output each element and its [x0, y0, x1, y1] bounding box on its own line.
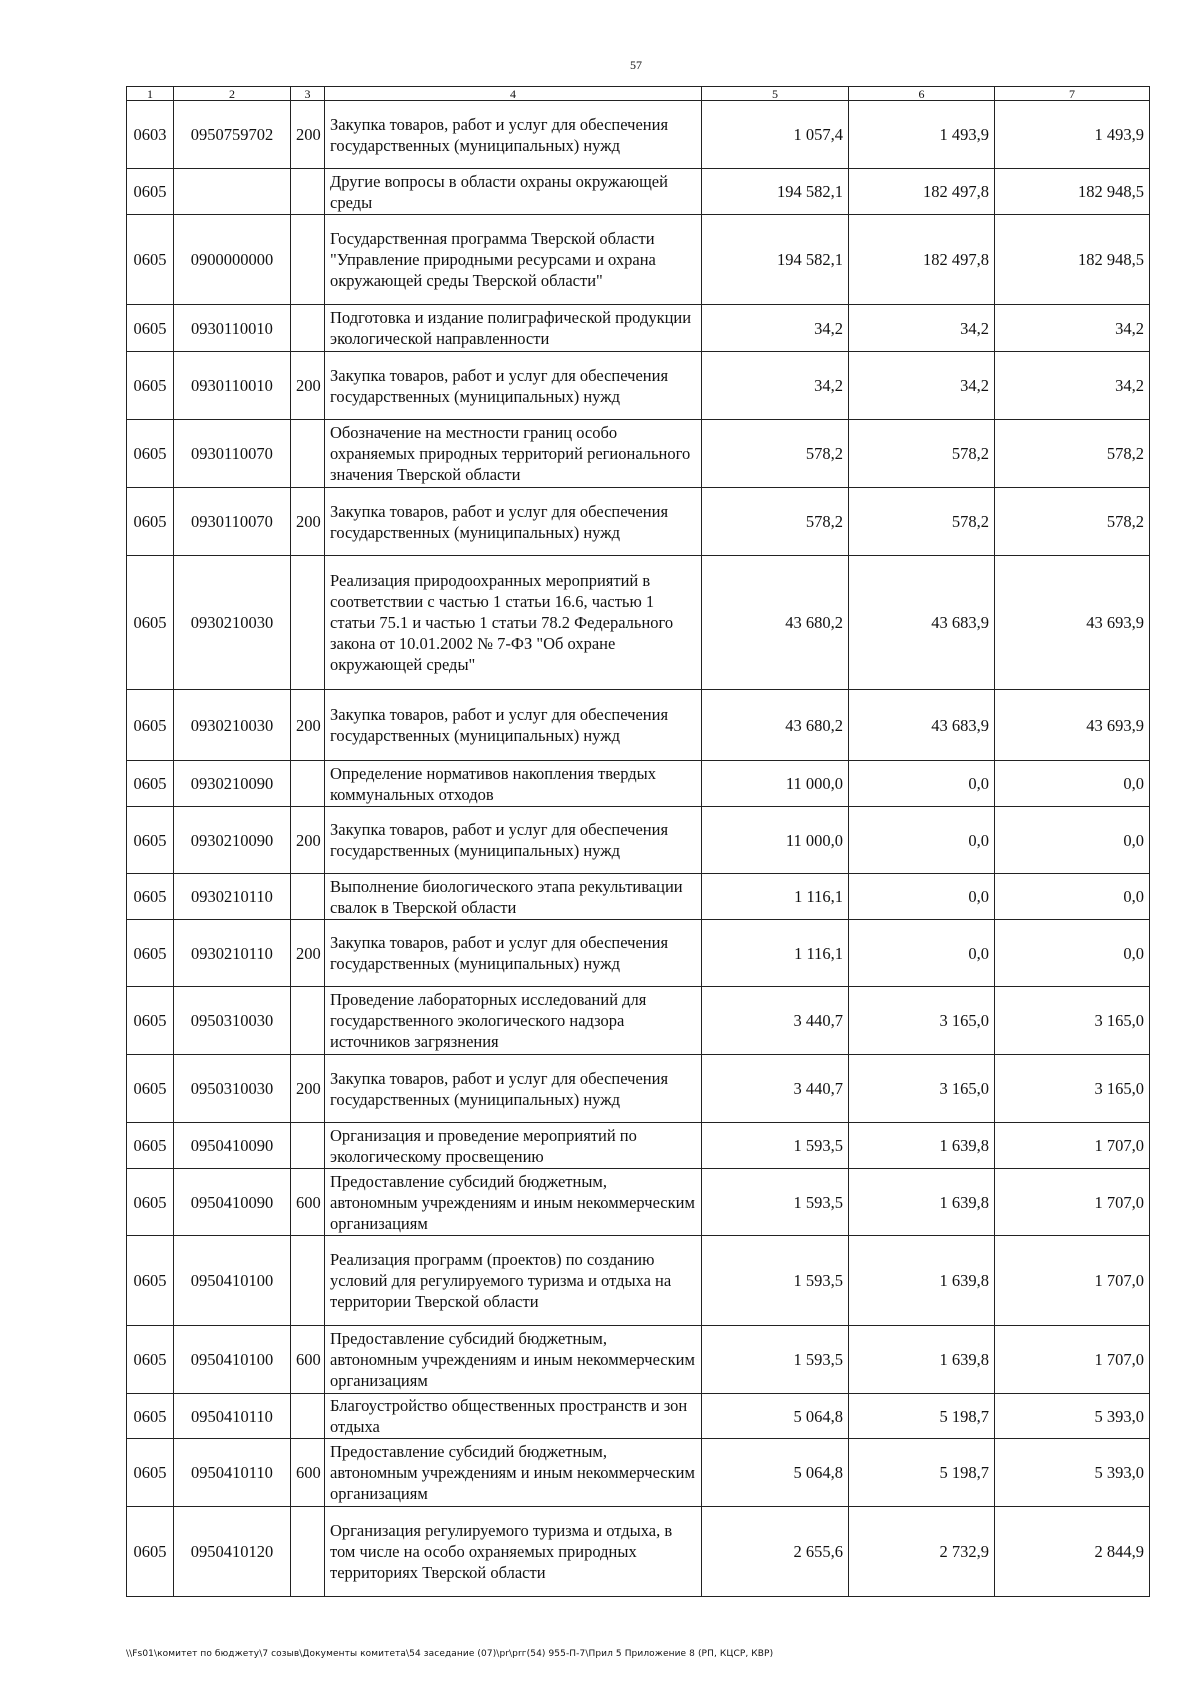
table-row — [127, 987, 1150, 1055]
section-code: 0605 — [127, 1123, 174, 1169]
amount-col7: 578,2 — [995, 420, 1150, 488]
item-description: Предоставление субсидий бюджетным, автономным учреждениям и иным некоммерческим организациям — [325, 1326, 702, 1394]
item-description: Реализация программ (проектов) по созданию условий для регулируемого туризма и отдыха на территории Тверской области — [325, 1236, 702, 1326]
amount-col5: 5 064,8 — [702, 1439, 849, 1507]
section-code: 0605 — [127, 352, 174, 420]
target-article-code: 0930110070 — [174, 420, 291, 488]
target-article-code: 0930210110 — [174, 874, 291, 920]
table-row — [127, 352, 1150, 420]
item-description: Закупка товаров, работ и услуг для обеспечения государственных (муниципальных) нужд — [325, 690, 702, 761]
amount-col7: 43 693,9 — [995, 556, 1150, 690]
table-row — [127, 807, 1150, 874]
amount-col7: 5 393,0 — [995, 1439, 1150, 1507]
target-article-code: 0930110010 — [174, 305, 291, 352]
table-row — [127, 1394, 1150, 1439]
expense-type-code — [291, 556, 325, 690]
amount-col7: 1 493,9 — [995, 101, 1150, 169]
expense-type-code: 600 — [291, 1439, 325, 1507]
expense-type-code — [291, 1394, 325, 1439]
expense-type-code: 200 — [291, 920, 325, 987]
amount-col7: 5 393,0 — [995, 1394, 1150, 1439]
section-code: 0605 — [127, 807, 174, 874]
amount-col6: 43 683,9 — [849, 556, 995, 690]
section-code: 0605 — [127, 215, 174, 305]
target-article-code: 0950410100 — [174, 1326, 291, 1394]
column-number-row — [127, 87, 1150, 101]
amount-col6: 0,0 — [849, 761, 995, 807]
section-code: 0605 — [127, 488, 174, 556]
amount-col7: 578,2 — [995, 488, 1150, 556]
section-code: 0605 — [127, 920, 174, 987]
amount-col7: 1 707,0 — [995, 1326, 1150, 1394]
section-code: 0605 — [127, 690, 174, 761]
item-description: Закупка товаров, работ и услуг для обеспечения государственных (муниципальных) нужд — [325, 1055, 702, 1123]
amount-col6: 182 497,8 — [849, 169, 995, 215]
target-article-code: 0930210090 — [174, 761, 291, 807]
amount-col6: 578,2 — [849, 420, 995, 488]
item-description: Благоустройство общественных пространств и зон отдыха — [325, 1394, 702, 1439]
table-row — [127, 305, 1150, 352]
amount-col7: 1 707,0 — [995, 1236, 1150, 1326]
budget-table — [126, 86, 1150, 1597]
table-row — [127, 169, 1150, 215]
amount-col7: 2 844,9 — [995, 1507, 1150, 1597]
amount-col5: 5 064,8 — [702, 1394, 849, 1439]
table-row — [127, 1326, 1150, 1394]
target-article-code: 0950310030 — [174, 987, 291, 1055]
column-header: 2 — [174, 87, 291, 101]
amount-col5: 34,2 — [702, 305, 849, 352]
expense-type-code: 200 — [291, 352, 325, 420]
expense-type-code — [291, 305, 325, 352]
amount-col7: 43 693,9 — [995, 690, 1150, 761]
amount-col5: 3 440,7 — [702, 987, 849, 1055]
table-row — [127, 1169, 1150, 1236]
expense-type-code: 200 — [291, 488, 325, 556]
table-row — [127, 488, 1150, 556]
section-code: 0605 — [127, 987, 174, 1055]
amount-col6: 1 639,8 — [849, 1236, 995, 1326]
section-code: 0605 — [127, 420, 174, 488]
section-code: 0605 — [127, 1169, 174, 1236]
amount-col5: 194 582,1 — [702, 169, 849, 215]
expense-type-code — [291, 874, 325, 920]
amount-col6: 5 198,7 — [849, 1394, 995, 1439]
amount-col5: 1 116,1 — [702, 874, 849, 920]
column-header: 1 — [127, 87, 174, 101]
amount-col5: 1 057,4 — [702, 101, 849, 169]
amount-col6: 3 165,0 — [849, 1055, 995, 1123]
amount-col6: 0,0 — [849, 874, 995, 920]
item-description: Обозначение на местности границ особо охраняемых природных территорий регионального значения Тверской области — [325, 420, 702, 488]
amount-col7: 182 948,5 — [995, 169, 1150, 215]
column-header: 5 — [702, 87, 849, 101]
expense-type-code: 600 — [291, 1169, 325, 1236]
target-article-code: 0950310030 — [174, 1055, 291, 1123]
amount-col6: 5 198,7 — [849, 1439, 995, 1507]
amount-col5: 43 680,2 — [702, 556, 849, 690]
amount-col7: 0,0 — [995, 761, 1150, 807]
section-code: 0605 — [127, 169, 174, 215]
amount-col5: 3 440,7 — [702, 1055, 849, 1123]
amount-col5: 1 116,1 — [702, 920, 849, 987]
table-row — [127, 690, 1150, 761]
table-row — [127, 874, 1150, 920]
column-header: 4 — [325, 87, 702, 101]
expense-type-code: 200 — [291, 807, 325, 874]
amount-col5: 578,2 — [702, 488, 849, 556]
item-description: Другие вопросы в области охраны окружающей среды — [325, 169, 702, 215]
item-description: Закупка товаров, работ и услуг для обеспечения государственных (муниципальных) нужд — [325, 101, 702, 169]
item-description: Подготовка и издание полиграфической продукции экологической направленности — [325, 305, 702, 352]
amount-col6: 1 639,8 — [849, 1169, 995, 1236]
table-row — [127, 420, 1150, 488]
target-article-code: 0950410090 — [174, 1169, 291, 1236]
target-article-code: 0950410110 — [174, 1394, 291, 1439]
table-row — [127, 1507, 1150, 1597]
section-code: 0605 — [127, 1326, 174, 1394]
amount-col7: 3 165,0 — [995, 987, 1150, 1055]
amount-col6: 2 732,9 — [849, 1507, 995, 1597]
amount-col7: 1 707,0 — [995, 1123, 1150, 1169]
amount-col7: 34,2 — [995, 352, 1150, 420]
target-article-code: 0950759702 — [174, 101, 291, 169]
expense-type-code — [291, 169, 325, 215]
expense-type-code — [291, 215, 325, 305]
column-header: 7 — [995, 87, 1150, 101]
amount-col6: 1 639,8 — [849, 1326, 995, 1394]
amount-col5: 43 680,2 — [702, 690, 849, 761]
amount-col5: 34,2 — [702, 352, 849, 420]
document-file-path: \\Fs01\комитет по бюджету\7 созыв\Документы комитета\54 заседание (07)\pr\prг(54) 955-П-7\Прил 5 Приложение 8 (РП, КЦСР, КВР) — [126, 1649, 774, 1659]
item-description: Проведение лабораторных исследований для государственного экологического надзора источников загрязнения — [325, 987, 702, 1055]
expense-type-code — [291, 1123, 325, 1169]
expense-type-code: 200 — [291, 1055, 325, 1123]
section-code: 0605 — [127, 761, 174, 807]
page-number: 57 — [630, 58, 642, 72]
amount-col6: 0,0 — [849, 807, 995, 874]
table-row — [127, 556, 1150, 690]
expense-type-code — [291, 761, 325, 807]
item-description: Выполнение биологического этапа рекультивации свалок в Тверской области — [325, 874, 702, 920]
expense-type-code: 200 — [291, 101, 325, 169]
amount-col6: 0,0 — [849, 920, 995, 987]
amount-col6: 1 493,9 — [849, 101, 995, 169]
amount-col5: 11 000,0 — [702, 761, 849, 807]
table-row — [127, 1055, 1150, 1123]
target-article-code: 0950410090 — [174, 1123, 291, 1169]
item-description: Закупка товаров, работ и услуг для обеспечения государственных (муниципальных) нужд — [325, 352, 702, 420]
expense-type-code — [291, 1236, 325, 1326]
table-row — [127, 761, 1150, 807]
item-description: Организация и проведение мероприятий по экологическому просвещению — [325, 1123, 702, 1169]
amount-col7: 0,0 — [995, 807, 1150, 874]
target-article-code: 0950410100 — [174, 1236, 291, 1326]
amount-col7: 0,0 — [995, 920, 1150, 987]
amount-col6: 1 639,8 — [849, 1123, 995, 1169]
expense-type-code: 200 — [291, 690, 325, 761]
expense-type-code — [291, 420, 325, 488]
target-article-code — [174, 169, 291, 215]
amount-col6: 578,2 — [849, 488, 995, 556]
section-code: 0605 — [127, 1507, 174, 1597]
amount-col5: 11 000,0 — [702, 807, 849, 874]
amount-col6: 182 497,8 — [849, 215, 995, 305]
section-code: 0605 — [127, 305, 174, 352]
item-description: Предоставление субсидий бюджетным, автономным учреждениям и иным некоммерческим организациям — [325, 1439, 702, 1507]
section-code: 0603 — [127, 101, 174, 169]
table-row — [127, 101, 1150, 169]
item-description: Предоставление субсидий бюджетным, автономным учреждениям и иным некоммерческим организациям — [325, 1169, 702, 1236]
item-description: Организация регулируемого туризма и отдыха, в том числе на особо охраняемых природных территориях Тверской области — [325, 1507, 702, 1597]
amount-col7: 1 707,0 — [995, 1169, 1150, 1236]
table-row — [127, 1439, 1150, 1507]
section-code: 0605 — [127, 1055, 174, 1123]
section-code: 0605 — [127, 1236, 174, 1326]
column-header: 3 — [291, 87, 325, 101]
section-code: 0605 — [127, 1439, 174, 1507]
section-code: 0605 — [127, 1394, 174, 1439]
target-article-code: 0950410110 — [174, 1439, 291, 1507]
amount-col5: 1 593,5 — [702, 1326, 849, 1394]
amount-col6: 34,2 — [849, 352, 995, 420]
section-code: 0605 — [127, 874, 174, 920]
item-description: Определение нормативов накопления твердых коммунальных отходов — [325, 761, 702, 807]
expense-type-code — [291, 1507, 325, 1597]
target-article-code: 0950410120 — [174, 1507, 291, 1597]
amount-col7: 34,2 — [995, 305, 1150, 352]
column-header: 6 — [849, 87, 995, 101]
item-description: Государственная программа Тверской области "Управление природными ресурсами и охрана окружающей среды Тверской области" — [325, 215, 702, 305]
amount-col5: 2 655,6 — [702, 1507, 849, 1597]
expense-type-code: 600 — [291, 1326, 325, 1394]
item-description: Закупка товаров, работ и услуг для обеспечения государственных (муниципальных) нужд — [325, 807, 702, 874]
amount-col7: 3 165,0 — [995, 1055, 1150, 1123]
expense-type-code — [291, 987, 325, 1055]
target-article-code: 0930110010 — [174, 352, 291, 420]
target-article-code: 0930210090 — [174, 807, 291, 874]
section-code: 0605 — [127, 556, 174, 690]
target-article-code: 0930210030 — [174, 690, 291, 761]
table-row — [127, 920, 1150, 987]
item-description: Закупка товаров, работ и услуг для обеспечения государственных (муниципальных) нужд — [325, 920, 702, 987]
amount-col5: 578,2 — [702, 420, 849, 488]
target-article-code: 0930110070 — [174, 488, 291, 556]
table-row — [127, 1236, 1150, 1326]
amount-col6: 3 165,0 — [849, 987, 995, 1055]
item-description: Реализация природоохранных мероприятий в соответствии с частью 1 статьи 16.6, частью 1 статьи 75.1 и частью 1 статьи 78.2 Федерального закона от 10.01.2002 № 7-ФЗ "Об охране окружающей среды" — [325, 556, 702, 690]
target-article-code: 0930210030 — [174, 556, 291, 690]
target-article-code: 0900000000 — [174, 215, 291, 305]
table-row — [127, 1123, 1150, 1169]
amount-col5: 194 582,1 — [702, 215, 849, 305]
target-article-code: 0930210110 — [174, 920, 291, 987]
amount-col5: 1 593,5 — [702, 1169, 849, 1236]
amount-col5: 1 593,5 — [702, 1236, 849, 1326]
amount-col6: 43 683,9 — [849, 690, 995, 761]
amount-col7: 182 948,5 — [995, 215, 1150, 305]
amount-col6: 34,2 — [849, 305, 995, 352]
table-row — [127, 215, 1150, 305]
item-description: Закупка товаров, работ и услуг для обеспечения государственных (муниципальных) нужд — [325, 488, 702, 556]
amount-col5: 1 593,5 — [702, 1123, 849, 1169]
amount-col7: 0,0 — [995, 874, 1150, 920]
